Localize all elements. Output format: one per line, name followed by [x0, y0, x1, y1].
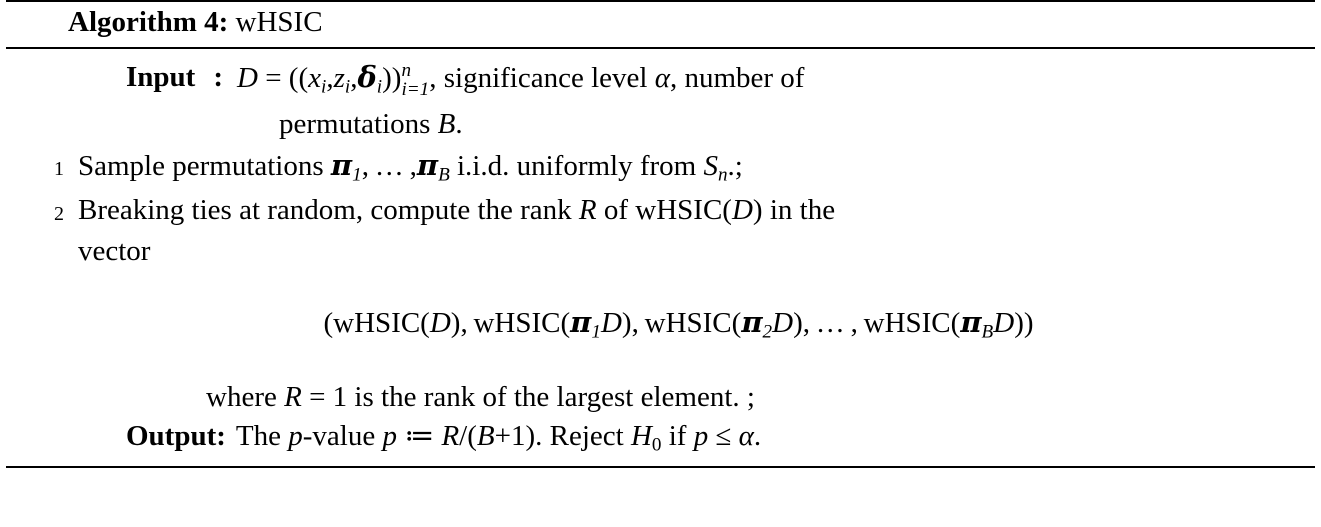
input-keyword: Input [126, 61, 196, 94]
step1-text-b: i.i.d. uniformly from [457, 150, 697, 183]
line-number-blank [6, 59, 78, 69]
line-number-blank-2 [6, 418, 78, 428]
output-reject: Reject [549, 420, 624, 453]
display-equation: (wHSIC(D), $wHSIC(\pi_1D)$, $wHSIC(\pi_2D)$, … , $wHSIC(\pi_BD)$) [323, 305, 1034, 343]
algorithm-title: wHSIC [235, 6, 323, 38]
step2-text-of: of [603, 194, 629, 227]
line-number-2: 2 [54, 203, 64, 226]
input-words-significance: significance level [443, 62, 648, 95]
output-pvalue-suffix: -value [302, 420, 376, 453]
step-row-1 [6, 147, 1315, 188]
bottom-rule [6, 466, 1315, 468]
algorithm-body [6, 49, 1315, 466]
input-words-number-of: number of [684, 62, 805, 95]
step2-text-a: Breaking ties at random, compute the rank [78, 194, 572, 227]
step2-text-vector: vector [78, 235, 151, 268]
algorithm-caption [6, 2, 1315, 47]
where-line: where R = 1 is the rank of the largest element. ; [206, 381, 755, 414]
line-number-1: 1 [54, 158, 64, 181]
input-colon: : [213, 61, 223, 94]
step-content-1: Sample permutations $\pi_1$, … $,\pi_B$ i.i.d. uniformly from $S_n$.; [78, 148, 743, 186]
R-symbol: R [578, 194, 597, 227]
output-row [6, 418, 1315, 458]
alpha-symbol: α [654, 62, 670, 95]
input-formula-line1: $D = ((x_i,z_i,\delta_i))$ n i=1 , [237, 60, 437, 101]
whsic-text-1: wHSIC(D) [635, 194, 763, 227]
output-keyword: Output: [126, 420, 226, 453]
B-symbol: B [437, 108, 456, 141]
where-rest: is the rank of the largest element. ; [354, 381, 755, 414]
input-words-permutations: permutations [279, 108, 431, 141]
step-content-2 [78, 192, 1315, 416]
where-word: where [206, 381, 277, 414]
output-content: The p-value p ≔ R/(B+1). Reject $H_0$ if p ≤ α. [235, 420, 762, 456]
step-row-2 [6, 192, 1315, 416]
input-row [6, 59, 1315, 143]
step1-text-a: Sample permutations [78, 150, 324, 183]
algorithm-label: Algorithm 4: [68, 6, 229, 38]
step2-text-in-the: in the [769, 194, 836, 227]
input-content: $D = ((x_i,z_i,\delta_i))$ n i=1 , significance level α, number of permutations B. [237, 60, 805, 141]
output-the: The [235, 420, 282, 453]
output-if: if [668, 420, 687, 453]
